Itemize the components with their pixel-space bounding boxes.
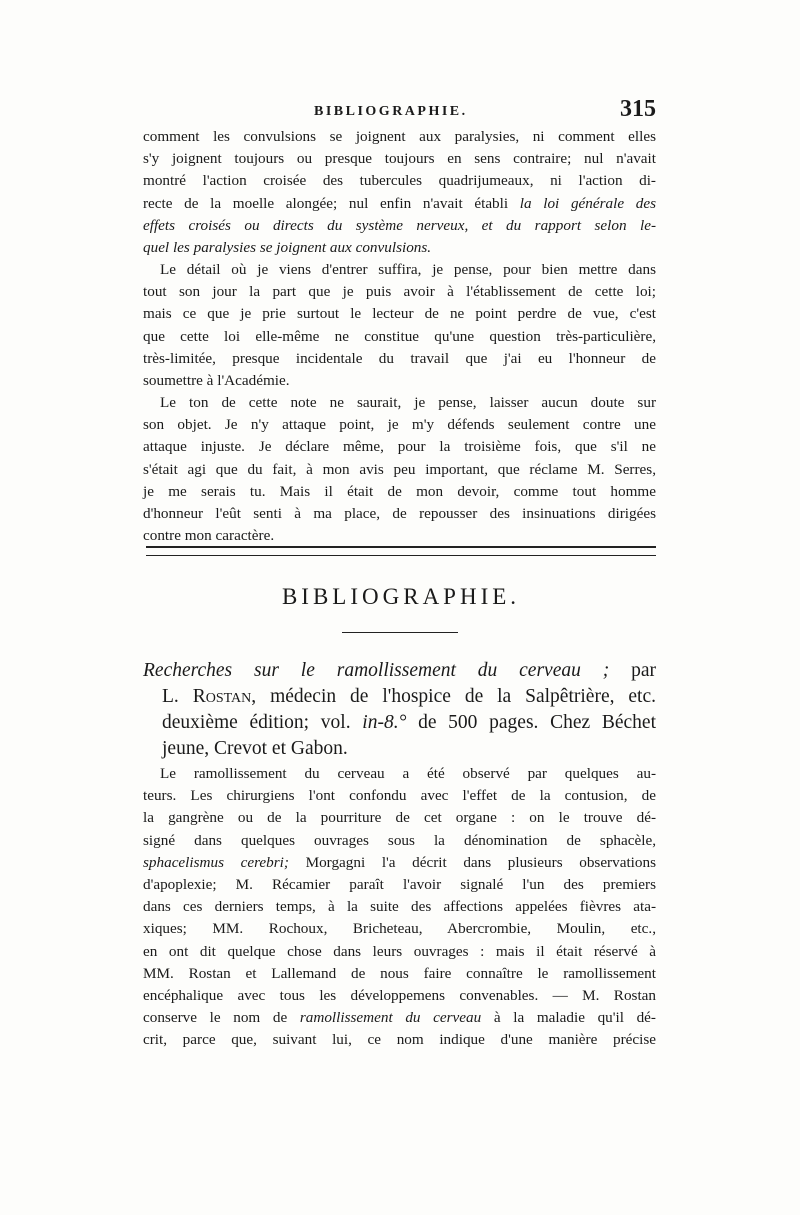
review-body	[143, 763, 656, 1052]
entry-heading-line	[143, 710, 656, 736]
text-line: tout son jour la part que je puis avoir à l'établissement de cette loi;	[143, 283, 656, 301]
book-title: Recherches sur le ramollissement du cerveau ;	[143, 660, 610, 681]
text-line: mais ce que je prie surtout le lecteur de ne point perdre de vue, c'est	[143, 305, 656, 323]
italic-phrase: ramollissement du cerveau	[299, 1009, 482, 1027]
text-span: Morgagni l'a décrit dans plusieurs observations	[288, 853, 656, 871]
text-line: encéphalique avec tous les développemens convenables. — M. Rostan	[143, 987, 656, 1005]
text-span: , médecin de l'hospice de la Salpêtrière, etc.	[251, 686, 657, 707]
text-line: Le ton de cette note ne saurait, je pense, laisser aucun doute sur	[160, 394, 656, 411]
text-line: en ont dit quelque chose dans leurs ouvrages : mais il était réservé à	[143, 942, 656, 960]
text-line: contre mon caractère.	[143, 527, 275, 545]
entry-heading-line	[143, 684, 656, 710]
text-line: d'honneur l'eût senti à ma place, de repousser des insinuations dirigées	[143, 505, 656, 523]
text-line: signé dans quelques ouvrages sous la dénomination de sphacèle,	[143, 831, 656, 849]
text-line: très-limitée, presque incidentale du travail que j'ai eu l'honneur de	[143, 349, 656, 367]
text-line: je me serais tu. Mais il était de mon devoir, comme tout homme	[143, 482, 656, 500]
italic-phrase: quel les paralysies se joignent aux convulsions.	[143, 239, 432, 257]
text-line: xiques; MM. Rochoux, Bricheteau, Abercrombie, Moulin, etc.,	[143, 920, 656, 938]
text-line: Le ramollissement du cerveau a été observé par quelques au-	[160, 765, 656, 782]
text-line: MM. Rostan et Lallemand de nous faire connaître le ramollissement	[143, 964, 656, 982]
page-number: 315	[620, 96, 656, 122]
text-line: dans ces derniers temps, à la suite des affections appelées fièvres ata-	[143, 898, 656, 916]
text-line: s'était agi que du fait, à mon avis peu important, que réclame M. Serres,	[143, 460, 656, 478]
text-span: à la maladie qu'il dé-	[481, 1009, 656, 1027]
running-title: BIBLIOGRAPHIE.	[314, 104, 468, 119]
entry-heading-line	[143, 658, 656, 684]
italic-phrase: la loi générale des	[519, 194, 656, 212]
text-line: d'apoplexie; M. Récamier paraît l'avoir signalé l'un des premiers	[143, 876, 656, 894]
running-head	[144, 96, 656, 124]
author-name: L. Rostan	[162, 686, 252, 707]
text-line: comment les convulsions se joignent aux paralysies, ni comment elles	[143, 128, 656, 145]
letter-paragraph-2	[143, 259, 656, 392]
letter-paragraph-1	[143, 126, 656, 259]
text-line: Le détail où je viens d'entrer suffira, je pense, pour bien mettre dans	[160, 261, 656, 278]
text-line: crit, parce que, suivant lui, ce nom indique d'une manière précise	[143, 1031, 656, 1049]
text-line: son objet. Je n'y attaque point, je m'y défends seulement contre une	[143, 416, 656, 434]
text-line	[143, 1007, 656, 1029]
entry-heading	[143, 658, 656, 762]
text-line: soumettre à l'Académie.	[143, 372, 290, 390]
letter-paragraph-3	[143, 392, 656, 547]
text-span: recte de la moelle alongée; nul enfin n'avait établi	[143, 194, 509, 212]
section-title: BIBLIOGRAPHIE.	[281, 584, 521, 609]
text-line	[143, 852, 656, 874]
italic-phrase: effets croisés ou directs du système nerveux, et du rapport selon le-	[143, 216, 656, 234]
short-rule	[342, 632, 458, 633]
text-span: deuxième édition; vol.	[162, 712, 351, 733]
text-line: teurs. Les chirurgiens l'ont confondu avec l'effet de la contusion, de	[143, 787, 656, 805]
text-span: par	[631, 660, 656, 681]
text-line	[143, 193, 656, 215]
text-line: la gangrène ou de la pourriture de cet organe : on le trouve dé-	[143, 809, 656, 827]
italic-phrase: sphacelismus cerebri;	[143, 853, 289, 871]
text-line	[143, 215, 656, 237]
text-line: attaque injuste. Je déclare même, pour la troisième fois, que s'il ne	[143, 438, 656, 456]
entry-heading-line: jeune, Crevot et Gabon.	[162, 738, 348, 759]
text-line: que cette loi elle-même ne constitue qu'une question très-particulière,	[143, 327, 656, 345]
book-format: in-8.°	[362, 712, 407, 733]
text-span: de 500 pages. Chez Béchet	[418, 712, 657, 733]
text-span: conserve le nom de	[143, 1009, 300, 1027]
text-line: s'y joignent toujours ou presque toujours en sens contraire; nul n'avait	[143, 150, 656, 168]
text-line: montré l'action croisée des tubercules quadrijumeaux, ni l'action di-	[143, 172, 656, 190]
section-divider	[146, 546, 656, 556]
text-line	[143, 237, 656, 259]
